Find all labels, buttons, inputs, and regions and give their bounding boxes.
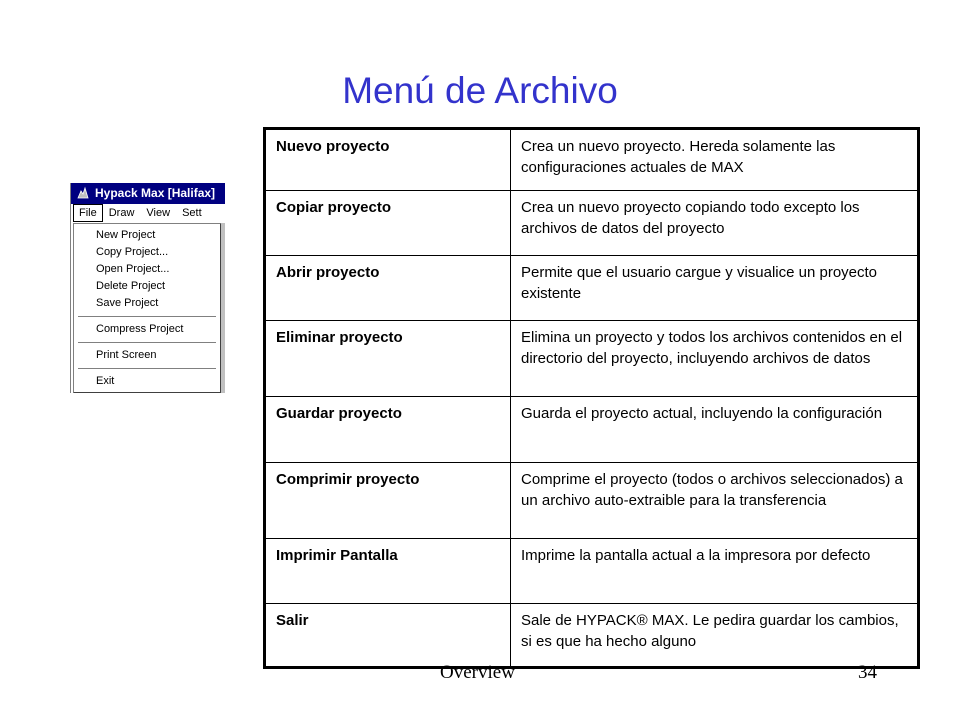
menubar: [71, 204, 225, 223]
menu-view[interactable]: View: [146, 207, 171, 219]
menu-item-exit[interactable]: Exit: [96, 375, 115, 387]
window-title: Hypack Max [Halifax]: [95, 186, 216, 200]
option-name: Nuevo proyecto: [265, 129, 511, 191]
footer-label: Overview: [440, 662, 515, 683]
option-description: Elimina un proyecto y todos los archivos contenidos en el directorio del proyecto, incluyendo archivos de datos: [511, 321, 919, 397]
slide-title: Menú de Archivo: [342, 70, 618, 111]
menu-item-copy-project[interactable]: Copy Project...: [96, 246, 169, 258]
option-name: Abrir proyecto: [265, 255, 511, 320]
menu-separator: [78, 368, 216, 369]
option-name: Comprimir proyecto: [265, 462, 511, 538]
option-description: Sale de HYPACK® MAX. Le pedira guardar los cambios, si es que ha hecho alguno: [511, 603, 919, 667]
option-description: Guarda el proyecto actual, incluyendo la configuración: [511, 397, 919, 462]
table-row: [265, 191, 919, 255]
option-description: Permite que el usuario cargue y visualice un proyecto existente: [511, 255, 919, 320]
file-menu-table: [263, 127, 920, 669]
option-name: Imprimir Pantalla: [265, 539, 511, 603]
window-titlebar: [71, 183, 225, 204]
option-description: Imprime la pantalla actual a la impresora por defecto: [511, 539, 919, 603]
window-edge: [221, 223, 225, 393]
file-dropdown: [73, 223, 222, 393]
table-row: [265, 539, 919, 603]
menu-item-new-project[interactable]: New Project: [96, 229, 156, 241]
option-description: Comprime el proyecto (todos o archivos seleccionados) a un archivo auto-extraible para la transferencia: [511, 462, 919, 538]
menu-item-save-project[interactable]: Save Project: [96, 297, 159, 309]
option-description: Crea un nuevo proyecto. Hereda solamente las configuraciones actuales de MAX: [511, 129, 919, 191]
option-name: Copiar proyecto: [265, 191, 511, 255]
menu-item-open-project[interactable]: Open Project...: [96, 263, 170, 275]
table-row: [265, 129, 919, 191]
table-row: [265, 462, 919, 538]
option-name: Eliminar proyecto: [265, 321, 511, 397]
menu-file[interactable]: File: [73, 204, 103, 222]
hypack-app-icon: [75, 185, 91, 201]
page-number: 34: [858, 662, 877, 683]
menu-item-print-screen[interactable]: Print Screen: [96, 349, 157, 361]
option-description: Crea un nuevo proyecto copiando todo excepto los archivos de datos del proyecto: [511, 191, 919, 255]
option-name: Salir: [265, 603, 511, 667]
menu-separator: [78, 316, 216, 317]
menu-item-compress-project[interactable]: Compress Project: [96, 323, 184, 335]
table-row: [265, 321, 919, 397]
menu-draw[interactable]: Draw: [108, 207, 135, 219]
table-row: [265, 255, 919, 320]
table-row: [265, 397, 919, 462]
option-name: Guardar proyecto: [265, 397, 511, 462]
menu-settings[interactable]: Sett: [182, 207, 202, 219]
file-menu-screenshot: [70, 183, 225, 393]
menu-separator: [78, 342, 216, 343]
table-row: [265, 603, 919, 667]
menu-item-delete-project[interactable]: Delete Project: [96, 280, 166, 292]
